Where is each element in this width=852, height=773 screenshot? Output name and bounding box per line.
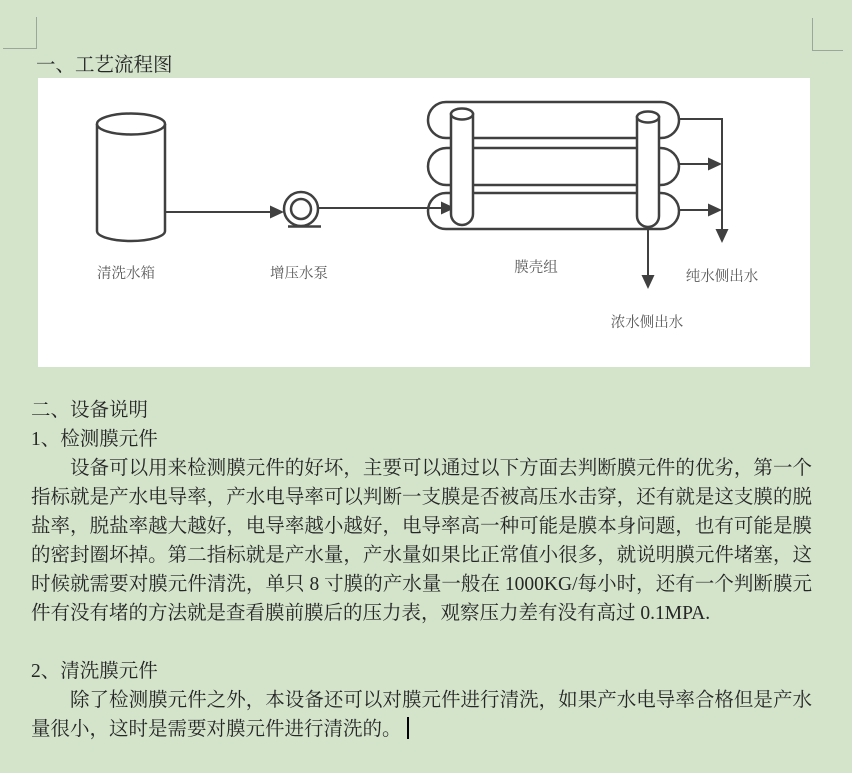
paragraph2-line-text: 量很小，这时是需要对膜元件进行清洗的。 — [31, 719, 402, 740]
section1-heading: 一、工艺流程图 — [36, 55, 173, 76]
tank-shape — [97, 114, 165, 242]
flow-diagram-canvas — [38, 78, 810, 367]
concentrate-outlet-label: 浓水侧出水 — [610, 315, 684, 331]
margin-mark-top-left-horizontal — [3, 48, 36, 49]
text-cursor — [407, 717, 409, 739]
tank-to-pump-arrow — [165, 206, 284, 219]
paragraph2-line: 除了检测膜元件之外，本设备还可以对膜元件进行清洗，如果产水电导率合格但是产水 — [70, 690, 812, 711]
paragraph1-line: 件有没有堵的方法就是查看膜前膜后的压力表，观察压力差有没有高过 0.1MPA. — [31, 603, 711, 624]
margin-mark-top-right-horizontal — [812, 50, 843, 51]
item2-heading: 2、清洗膜元件 — [31, 661, 158, 682]
margin-mark-top-left-vertical — [36, 17, 37, 49]
pure-water-outlet-label: 纯水侧出水 — [685, 269, 759, 285]
paragraph1-line: 指标就是产水电导率，产水电导率可以判断一支膜是否被高压水击穿，还有就是这支膜的脱 — [31, 487, 812, 508]
feed-tube-left — [451, 109, 473, 226]
paragraph2-line — [31, 715, 812, 744]
collector-tube-right — [637, 112, 659, 228]
pump-shape — [284, 192, 321, 227]
tank-label: 清洗水箱 — [97, 266, 155, 282]
concentrate-outlet-arrow — [642, 227, 655, 289]
item1-heading: 1、检测膜元件 — [31, 429, 158, 450]
paragraph1-line: 盐率，脱盐率越大越好，电导率越小越好，电导率高一种可能是膜本身问题，也有可能是膜 — [31, 516, 812, 537]
process-flow-diagram[interactable] — [38, 78, 810, 367]
pure-water-outlet-lines — [679, 119, 729, 243]
pump-label: 增压水泵 — [270, 266, 328, 282]
paragraph1-line: 时候就需要对膜元件清洗，单只 8 寸膜的产水量一般在 1000KG/每小时，还有一个判断膜元 — [31, 574, 812, 595]
section2-heading: 二、设备说明 — [31, 400, 149, 421]
membrane-group-label: 膜壳组 — [514, 260, 558, 276]
margin-mark-top-right-vertical — [812, 18, 813, 51]
paragraph1-line: 设备可以用来检测膜元件的好坏，主要可以通过以下方面去判断膜元件的优劣，第一个 — [70, 458, 812, 479]
paragraph1-line: 的密封圈坏掉。第二指标就是产水量，产水量如果比正常值小很多，就说明膜元件堵塞，这 — [31, 545, 812, 566]
